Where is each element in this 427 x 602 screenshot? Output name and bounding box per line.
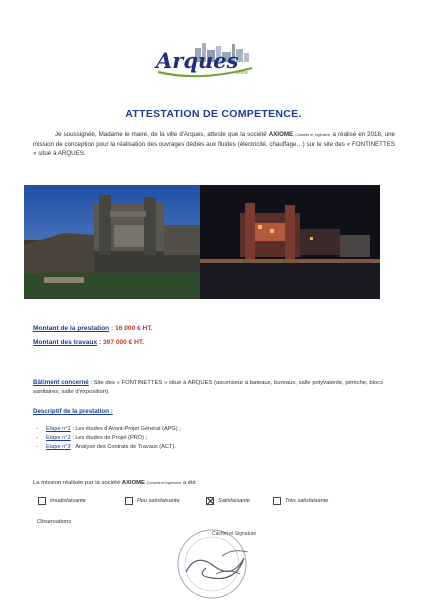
description-heading: Descriptif de la prestation :	[33, 408, 113, 415]
rating-peu-satisfaisante-label: Peu satisfaisante	[137, 498, 180, 504]
description-label: Descriptif de la prestation	[33, 408, 109, 415]
official-stamp	[166, 512, 266, 602]
intro-text-1: Je soussignée, Madame le maire, de la ville d'Arques, atteste que la société	[55, 131, 267, 138]
rating-insatisfaisante-checkbox[interactable]	[38, 497, 46, 505]
rating-tres-satisfaisante-label: Très satisfaisante	[285, 498, 329, 504]
mission-company: AXIOME	[121, 480, 145, 486]
rating-satisfaisante-checkbox[interactable]	[206, 497, 214, 505]
cachet-signature-label: Cachet et Signature	[212, 531, 257, 537]
rating-tres-satisfaisante-checkbox[interactable]	[273, 497, 281, 505]
rating-satisfaisante[interactable]	[206, 497, 250, 505]
arques-logo-graphic	[150, 38, 262, 84]
mission-company-sub: Conseils et Ingénierie	[146, 481, 182, 485]
photo-boat-lift-day-image	[24, 185, 202, 299]
arques-logo	[150, 38, 262, 84]
step-3-label: Etape n°3	[46, 444, 71, 450]
svg-text:Arques: Arques	[156, 48, 239, 73]
step-item: - Etape n°1 : Les études d'Avant-Projet Général (APG) ;	[36, 426, 181, 432]
step-2-text: Les études de Projet (PRO) ;	[75, 435, 148, 441]
step-1-label: Etape n°1	[46, 426, 71, 432]
observations-label: Observations	[37, 519, 72, 525]
photo-boat-lift-night	[200, 185, 380, 299]
step-1-text: Les études d'Avant-Projet Général (APG) ;	[75, 426, 181, 432]
step-item: - Etape n°2 : Les études de Projet (PRO) ;	[36, 435, 148, 441]
batiment-text: Site des « FONTINETTES » situé à ARQUES (ascenseur à bateaux, bureaux, salle polyvalente, péniche, blocs sanitaires, salle d'exposition).	[33, 380, 384, 395]
rating-satisfaisante-label: Satisfaisante	[218, 498, 251, 504]
mission-text-2: a été :	[182, 480, 200, 486]
amount-prestation-value: 16 000 € HT.	[115, 325, 153, 332]
stamp-signature-graphic	[166, 512, 266, 602]
amount-prestation-label: Montant de la prestation	[33, 325, 110, 332]
intro-company: AXIOME	[268, 131, 294, 138]
rating-tres-satisfaisante[interactable]	[273, 497, 328, 505]
amount-travaux-label: Montant des travaux	[33, 339, 98, 346]
intro-paragraph	[33, 130, 395, 159]
batiment-section: Bâtiment concerné : Site des « FONTINETTES » situé à ARQUES (ascenseur à bateaux, bureaux, salle polyvalente, péniche, blocs sanitaires, salle d'exposition).	[33, 379, 384, 395]
rating-insatisfaisante[interactable]	[38, 497, 86, 505]
amount-prestation: Montant de la prestation : 16 000 € HT.	[33, 325, 153, 332]
step-item: - Etape n°3 : Analyse des Contrats de Travaux (ACT).	[36, 444, 176, 450]
amount-travaux-value: 397 000 € HT.	[103, 339, 145, 346]
step-3-text: Analyse des Contrats de Travaux (ACT).	[75, 444, 176, 450]
rating-insatisfaisante-label: Insatisfaisante	[50, 498, 86, 504]
svg-text:www: www	[236, 70, 249, 76]
batiment-label: Bâtiment concerné	[33, 379, 89, 386]
intro-company-sub: Conseils et Ingénierie	[295, 133, 331, 137]
photo-boat-lift-day	[24, 185, 202, 299]
rating-peu-satisfaisante-checkbox[interactable]	[125, 497, 133, 505]
mission-text-1: La mission réalisée par la société	[33, 480, 121, 486]
photo-boat-lift-night-image	[200, 185, 380, 299]
step-2-label: Etape n°2	[46, 435, 71, 441]
document-title: ATTESTATION DE COMPETENCE.	[125, 108, 302, 120]
rating-peu-satisfaisante[interactable]	[125, 497, 180, 505]
amount-travaux: Montant des travaux : 397 000 € HT.	[33, 339, 145, 346]
steps-list	[36, 425, 181, 452]
mission-sentence	[33, 480, 199, 486]
intro-text-2: a réalisé en 2018, une mission de conception pour la réalisation des ouvrages dédiés aux fluides (électricité, chauffage…) sur le site des « FONTINETTES » situé à ARQUES.	[33, 131, 395, 158]
